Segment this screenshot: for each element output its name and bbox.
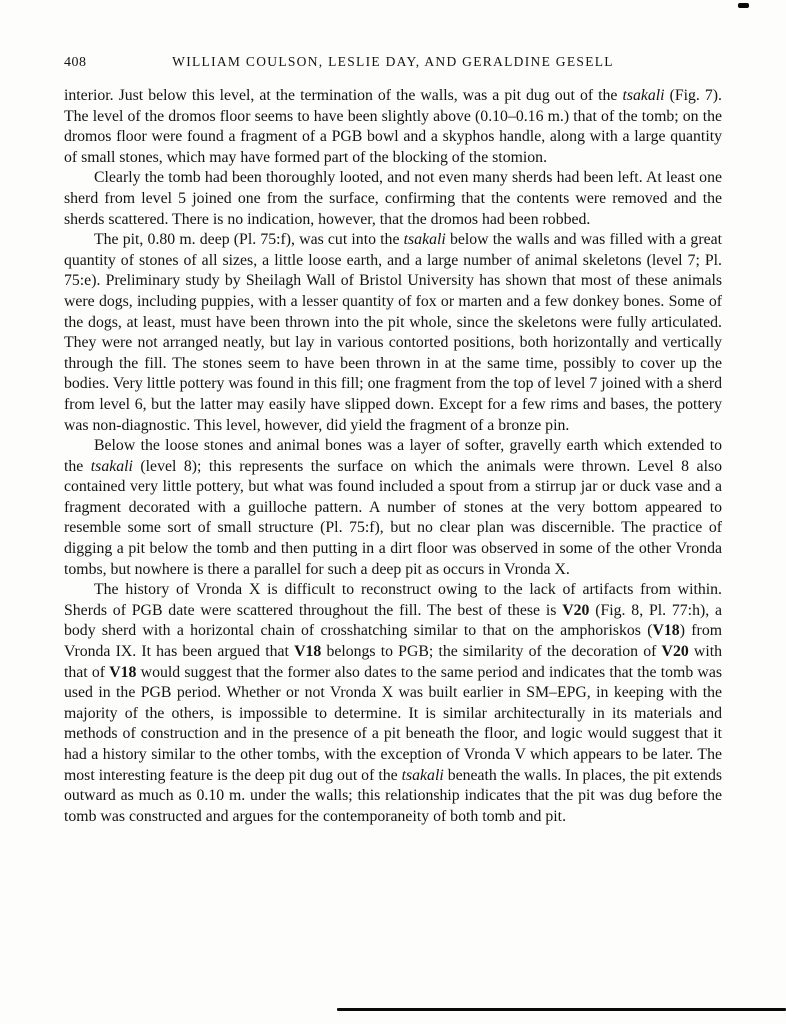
- text-run: tsakali: [90, 457, 133, 475]
- text-run: (level 8); this represents the surface on which the animals were thrown. Level 8 also contained very little pottery, but what was found included a spout from a stirrup jar or duck vase and a fragment decorated with a guilloche pattern. A number of stones at the very bottom appeared to resemble some sort of small structure (Pl. 75:f), but no clear plan was discernible. The practice of digging a pit below the tomb and then putting in a dirt floor was observed in some of the other Vronda tombs, but nowhere is there a parallel for such a deep pit as occurs in Vronda X.: [64, 457, 723, 578]
- scan-artifact-bottom-line: [337, 1008, 786, 1011]
- page-number: 408: [64, 55, 87, 70]
- text-run: would suggest that the former also dates to the same period and indicates that the tomb was used in the PGB period. Whether or not Vronda X was built earlier in SM–EPG, in keeping with the majority of the others, is impossible to determine. It is similar architecturally in its materials and methods of construction and in the presence of a pit beneath the floor, and logic would suggest that it had a history similar to the other tombs, with the exception of Vronda V which appears to be later. The most interesting feature is the deep pit dug out of the: [64, 663, 722, 784]
- body-text: [64, 86, 722, 827]
- text-run: V18: [294, 643, 322, 661]
- text-run: belongs to PGB; the similarity of the decoration of: [321, 643, 662, 661]
- paragraph-2: [64, 168, 722, 230]
- text-run: (Fig. 7). The level of the dromos floor seems to have been slightly above (0.10–0.16 m.) that of the tomb; on the dromos floor were found a fragment of a PGB bowl and a skyphos handle, along with a large quantity of small stones, which may have formed part of the blocking of the stomion.: [64, 87, 722, 166]
- text-run: below the walls and was filled with a great quantity of stones of all sizes, a little loose earth, and a large number of animal skeletons (level 7; Pl. 75:e). Preliminary study by Sheilagh Wall of Bristol University has shown that most of these animals were dogs, including puppies, with a lesser quantity of fox or marten and a few donkey bones. Some of the dogs, at least, must have been thrown into the pit whole, since the skeletons were fully articulated. They were not arranged neatly, but lay in various contorted positions, both horizontally and vertically through the fill. The stones seem to have been thrown in at the same time, possibly to cover up the bodies. Very little pottery was found in this fill; one fragment from the top of level 7 joined with a sherd from level 6, but the latter may easily have slipped down. Except for a few rims and bases, the pottery was non-diagnostic. This level, however, did yield the fragment of a bronze pin.: [64, 231, 723, 434]
- text-run: The history of Vronda X is difficult to reconstruct owing to the lack of artifacts from within. Sherds of PGB date were scattered throughout the fill. The best of these is: [64, 581, 722, 619]
- text-run: tsakali: [403, 231, 446, 249]
- text-run: beneath the walls. In places, the pit extends outward as much as 0.10 m. under the walls; this relationship indicates that the pit was dug before the tomb was constructed and argues for the contemporaneity of both tomb and pit.: [64, 766, 722, 825]
- text-run: V20: [661, 643, 689, 661]
- text-run: V18: [652, 622, 680, 640]
- text-run: (Fig. 8, Pl. 77:h), a body sherd with a horizontal chain of crosshatching similar to that on the amphoriskos (: [64, 601, 722, 640]
- text-run: V20: [562, 601, 590, 619]
- text-run: The pit, 0.80 m. deep (Pl. 75:f), was cut into the: [94, 231, 404, 249]
- text-run: tsakali: [401, 766, 444, 784]
- running-head: WILLIAM COULSON, LESLIE DAY, AND GERALDINE GESELL: [172, 54, 614, 69]
- text-run: tsakali: [622, 87, 665, 104]
- paragraph-4: [64, 436, 722, 580]
- paragraph-1: [64, 86, 722, 168]
- text-run: Clearly the tomb had been thoroughly looted, and not even many sherds had been left. At least one sherd from level 5 joined one from the surface, confirming that the contents were removed and the sherds scattered. There is no indication, however, that the dromos had been robbed.: [64, 169, 722, 228]
- text-run: ) from Vronda IX. It has been argued that: [64, 622, 722, 661]
- scan-artifact-top-right: [738, 3, 749, 8]
- paragraph-5: [64, 580, 722, 827]
- text-run: interior. Just below this level, at the termination of the walls, was a pit dug out of the: [64, 87, 623, 104]
- page-header: [64, 54, 722, 74]
- text-run: Below the loose stones and animal bones was a layer of softer, gravelly earth which extended to the: [64, 437, 722, 475]
- paragraph-3: [64, 230, 722, 436]
- text-run: V18: [109, 663, 137, 681]
- text-run: with that of: [64, 643, 722, 681]
